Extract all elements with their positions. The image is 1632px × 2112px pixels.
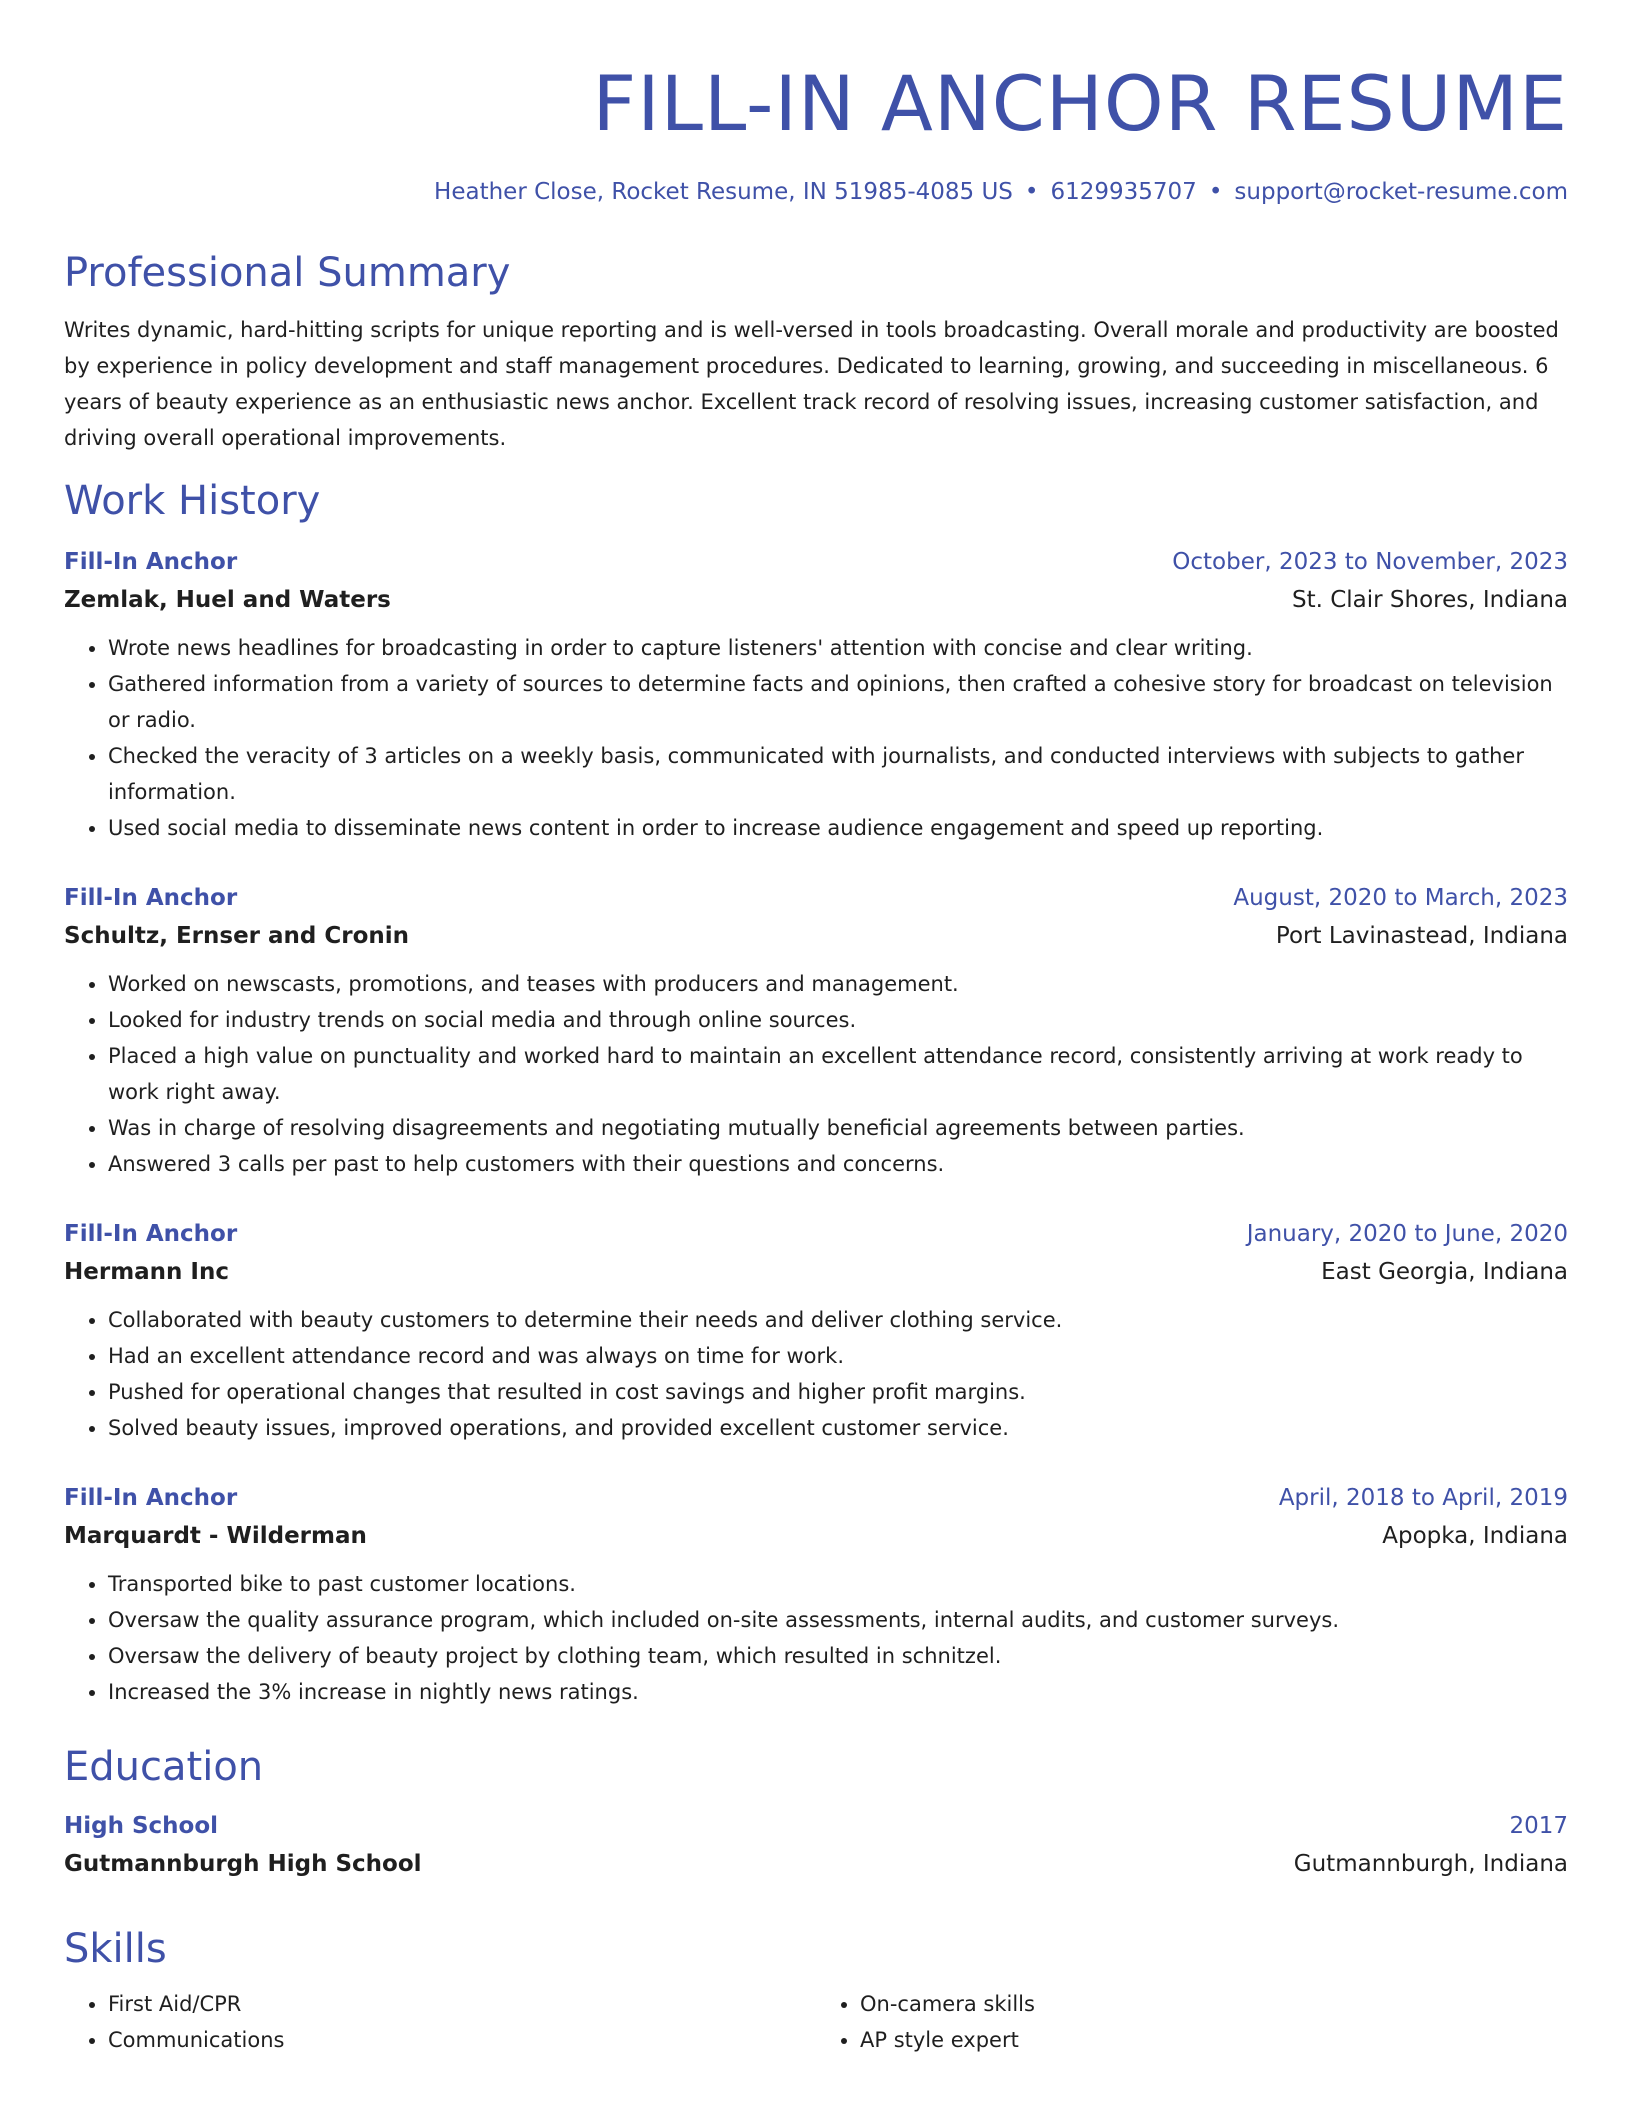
skills-column-right: [816, 1986, 1568, 2058]
job-bullet: • Answered 3 calls per past to help customers with their questions and concerns.: [108, 1146, 1568, 1182]
skill-item: • Communications: [108, 2022, 816, 2058]
job-entry: [64, 1216, 1568, 1446]
work-history-heading: Work History: [64, 478, 321, 524]
job-dates: August, 2020 to March, 2023: [1233, 885, 1568, 911]
summary-text: Writes dynamic, hard-hitting scripts for unique reporting and is well-versed in tools broadcasting. Overall morale and productivity are boosted by experience in policy development and staff management procedures. Dedicated to learning, growing, and succeeding in miscellaneous. 6 years of beauty experience as an enthusiastic news anchor. Excellent track record of resolving issues, increasing customer satisfaction, and driving overall operational improvements.: [64, 318, 1559, 450]
job-role: Fill-In Anchor: [64, 1485, 238, 1511]
job-dates: October, 2023 to November, 2023: [1172, 549, 1568, 575]
skills-heading: Skills: [64, 1926, 167, 1972]
skills-list: [64, 1986, 1568, 2058]
job-bullet: • Increased the 3% increase in nightly news ratings.: [108, 1674, 1568, 1710]
job-role: Fill-In Anchor: [64, 885, 238, 911]
skill-item: • First Aid/CPR: [108, 1986, 816, 2022]
job-bullets: [64, 630, 1568, 846]
job-bullet: • Oversaw the delivery of beauty project by clothing team, which resulted in schnitzel.: [108, 1638, 1568, 1674]
job-dates: April, 2018 to April, 2019: [1278, 1485, 1568, 1511]
education-degree: High School: [64, 1813, 219, 1839]
job-bullet: • Looked for industry trends on social media and through online sources.: [108, 1002, 1568, 1038]
job-role: Fill-In Anchor: [64, 549, 238, 575]
education-location: Gutmannburgh, Indiana: [1293, 1851, 1568, 1877]
job-bullet: • Checked the veracity of 3 articles on a weekly basis, communicated with journalists, and conducted interviews with subjects to gather information.: [108, 738, 1568, 810]
skills-column-left: [64, 1986, 816, 2058]
contact-email[interactable]: support@rocket-resume.com: [1234, 179, 1568, 205]
job-entry: [64, 1480, 1568, 1710]
job-bullet: • Gathered information from a variety of sources to determine facts and opinions, then crafted a cohesive story for broadcast on television or radio.: [108, 666, 1568, 738]
education-entry: [64, 1808, 1568, 1884]
job-role: Fill-In Anchor: [64, 1221, 238, 1247]
job-location: Port Lavinastead, Indiana: [1275, 923, 1568, 949]
job-bullets: [64, 1566, 1568, 1710]
job-employer: Zemlak, Huel and Waters: [64, 587, 391, 613]
job-bullet: • Used social media to disseminate news content in order to increase audience engagement and speed up reporting.: [108, 810, 1568, 846]
job-bullets: [64, 1302, 1568, 1446]
skill-item: • On-camera skills: [860, 1986, 1568, 2022]
contact-separator: •: [1208, 179, 1223, 205]
contact-separator: •: [1024, 179, 1039, 205]
contact-line: [64, 176, 1568, 208]
job-employer: Schultz, Ernser and Cronin: [64, 923, 410, 949]
job-bullet: • Worked on newscasts, promotions, and teases with producers and management.: [108, 966, 1568, 1002]
job-bullet: • Placed a high value on punctuality and worked hard to maintain an excellent attendance record, consistently arriving at work ready to work right away.: [108, 1038, 1568, 1110]
job-bullet: • Transported bike to past customer locations.: [108, 1566, 1568, 1602]
job-bullet: • Collaborated with beauty customers to determine their needs and deliver clothing service.: [108, 1302, 1568, 1338]
job-bullet: • Wrote news headlines for broadcasting in order to capture listeners' attention with concise and clear writing.: [108, 630, 1568, 666]
job-entry: [64, 880, 1568, 1182]
education-school: Gutmannburgh High School: [64, 1851, 422, 1877]
job-bullet: • Solved beauty issues, improved operations, and provided excellent customer service.: [108, 1410, 1568, 1446]
job-bullet: • Was in charge of resolving disagreements and negotiating mutually beneficial agreements between parties.: [108, 1110, 1568, 1146]
job-bullet: • Pushed for operational changes that resulted in cost savings and higher profit margins.: [108, 1374, 1568, 1410]
job-location: St. Clair Shores, Indiana: [1291, 587, 1568, 613]
job-bullets: [64, 966, 1568, 1182]
skill-item: • AP style expert: [860, 2022, 1568, 2058]
resume-title: FILL-IN ANCHOR RESUME: [592, 59, 1568, 148]
summary-heading: Professional Summary: [64, 250, 511, 296]
contact-address: Heather Close, Rocket Resume, IN 51985-4085 US: [434, 179, 1013, 205]
job-dates: January, 2020 to June, 2020: [1246, 1221, 1568, 1247]
job-location: East Georgia, Indiana: [1321, 1259, 1568, 1285]
job-entry: [64, 544, 1568, 846]
contact-phone: 6129935707: [1050, 179, 1197, 205]
job-employer: Hermann Inc: [64, 1259, 229, 1285]
education-heading: Education: [64, 1744, 264, 1790]
job-employer: Marquardt - Wilderman: [64, 1523, 367, 1549]
job-location: Apopka, Indiana: [1382, 1523, 1568, 1549]
job-bullet: • Oversaw the quality assurance program, which included on-site assessments, internal audits, and customer surveys.: [108, 1602, 1568, 1638]
job-bullet: • Had an excellent attendance record and was always on time for work.: [108, 1338, 1568, 1374]
education-year: 2017: [1509, 1813, 1568, 1839]
